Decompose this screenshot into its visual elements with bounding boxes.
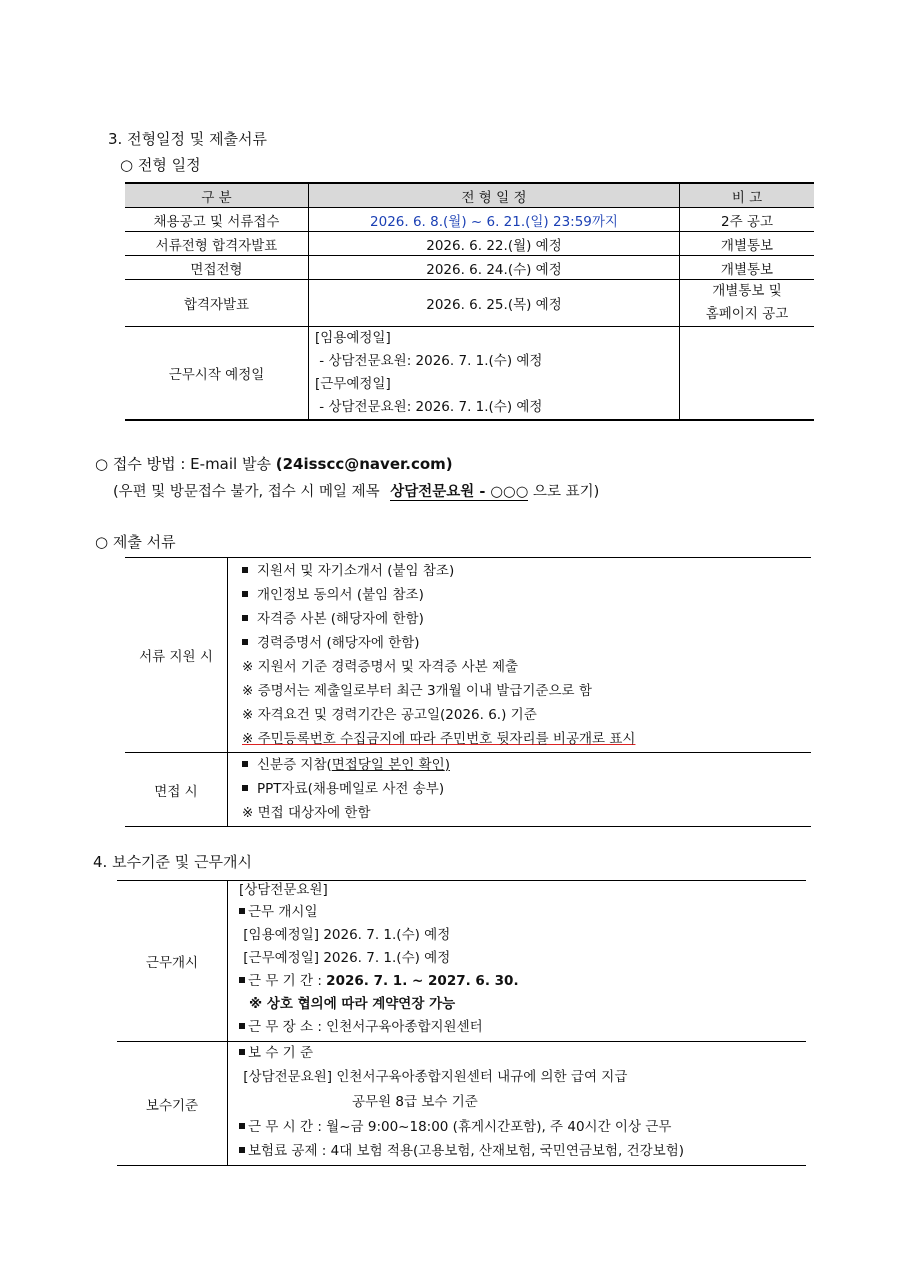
application-content: [228, 558, 812, 753]
role-line: [상담전문요원]: [239, 882, 328, 898]
receipt-note-suffix: 으로 표기): [532, 484, 600, 500]
work-start-row: [117, 881, 806, 1042]
work-date-line: [근무예정일] 2026. 7. 1.(수) 예정: [239, 950, 451, 966]
table-row: [125, 208, 814, 232]
row-note: [680, 327, 815, 421]
note-item: ※ 주민등록번호 수집금지에 따라 주민번호 뒷자리를 비공개로 표시: [242, 731, 636, 747]
square-bullet-icon: [239, 1049, 245, 1055]
row-schedule: 2026. 6. 25.(목) 예정: [309, 280, 680, 327]
header-schedule: 전 형 일 정: [309, 183, 680, 208]
pay-line: [상담전문요원] 인천서구육아종합지원센터 내규에 의한 급여 지급: [239, 1069, 628, 1085]
list-item: PPT자료(채용메일로 사전 송부): [228, 777, 811, 801]
receipt-label: ○ 접수 방법 : E-mail 발송: [95, 455, 271, 473]
row-note-line: 홈페이지 공고: [705, 306, 789, 322]
list-item: 개인정보 동의서 (붙임 참조): [228, 583, 811, 607]
bullet-icon: [242, 567, 248, 573]
application-label: 서류 지원 시: [125, 558, 228, 753]
note-item: ※ 자격요건 및 경력기간은 공고일(2026. 6.) 기준: [242, 707, 537, 723]
row-note: 개별통보: [680, 256, 815, 280]
square-bullet-icon: [239, 1147, 245, 1153]
pay-content: [228, 1042, 807, 1166]
row-category: 면접전형: [125, 256, 309, 280]
row-schedule: [309, 327, 680, 421]
list-item: 경력증명서 (해당자에 한함): [228, 631, 811, 655]
documents-title: ○ 제출 서류: [95, 533, 176, 551]
receipt-note-prefix: (우편 및 방문접수 불가, 접수 시 메일 제목: [113, 484, 380, 500]
documents-table: [125, 557, 811, 827]
pay-row: [117, 1042, 806, 1166]
receipt-method: [95, 453, 453, 474]
pay-line: 공무원 8급 보수 기준: [352, 1094, 478, 1110]
schedule-line: [근무예정일]: [315, 376, 391, 392]
note-item: ※ 증명서는 제출일로부터 최근 3개월 이내 발급기준으로 함: [242, 683, 592, 699]
row-note: 2주 공고: [680, 208, 815, 232]
receipt-note-bold: 상담전문요원 - ○○○: [390, 484, 529, 500]
row-note-line: 개별통보 및: [712, 283, 782, 299]
table-row: [125, 327, 814, 421]
row-category: 근무시작 예정일: [125, 327, 309, 421]
note-item: ※ 면접 대상자에 한함: [242, 805, 371, 821]
header-category: 구 분: [125, 183, 309, 208]
list-item: 지원서 및 자기소개서 (붙임 참조): [228, 559, 811, 583]
square-bullet-icon: [239, 1123, 245, 1129]
row-schedule: 2026. 6. 8.(월) ~ 6. 21.(일) 23:59까지: [309, 208, 680, 232]
period-note-line: ※ 상호 협의에 따라 계약연장 가능: [249, 996, 456, 1012]
table-row: [125, 256, 814, 280]
pay-title-line: 보 수 기 준: [236, 1042, 806, 1065]
row-schedule: 2026. 6. 22.(월) 예정: [309, 232, 680, 256]
documents-application-row: [125, 558, 811, 753]
section-4-heading: 4. 보수기준 및 근무개시: [93, 853, 253, 871]
period-line: 근 무 기 간 : 2026. 7. 1. ~ 2027. 6. 30.: [236, 970, 806, 993]
table-row: [125, 232, 814, 256]
row-note: 개별통보: [680, 232, 815, 256]
interview-label: 면접 시: [125, 753, 228, 827]
schedule-header-row: [125, 183, 814, 208]
documents-interview-row: [125, 753, 811, 827]
schedule-title: ○ 전형 일정: [120, 156, 201, 174]
place-line: 근 무 장 소 : 인천서구육아종합지원센터: [236, 1016, 806, 1039]
work-start-content: [228, 881, 807, 1042]
receipt-email: (24isscc@naver.com): [275, 455, 453, 473]
work-start-label: 근무개시: [117, 881, 228, 1042]
appoint-line: [임용예정일] 2026. 7. 1.(수) 예정: [239, 927, 451, 943]
note-item: ※ 지원서 기준 경력증명서 및 자격증 사본 제출: [242, 659, 519, 675]
hours-line: 근 무 시 간 : 월~금 9:00~18:00 (휴게시간포함), 주 40시간 이상 근무: [236, 1115, 806, 1140]
schedule-line: [임용예정일]: [315, 330, 391, 346]
schedule-table: [125, 182, 814, 421]
pay-label: 보수기준: [117, 1042, 228, 1166]
bullet-icon: [242, 639, 248, 645]
bullet-icon: [242, 615, 248, 621]
receipt-note: [113, 480, 599, 501]
list-item: 자격증 사본 (해당자에 한함): [228, 607, 811, 631]
start-title-line: 근무 개시일: [236, 901, 806, 924]
header-note: 비 고: [680, 183, 815, 208]
bullet-icon: [242, 785, 248, 791]
row-category: 서류전형 합격자발표: [125, 232, 309, 256]
schedule-line: - 상담전문요원: 2026. 7. 1.(수) 예정: [315, 353, 543, 369]
pay-table: [117, 880, 806, 1166]
schedule-line: - 상담전문요원: 2026. 7. 1.(수) 예정: [315, 399, 543, 415]
row-category: 합격자발표: [125, 280, 309, 327]
bullet-icon: [242, 761, 248, 767]
interview-content: [228, 753, 812, 827]
row-schedule: 2026. 6. 24.(수) 예정: [309, 256, 680, 280]
row-note: [680, 280, 815, 327]
row-category: 채용공고 및 서류접수: [125, 208, 309, 232]
bullet-icon: [242, 591, 248, 597]
square-bullet-icon: [239, 1023, 245, 1029]
insurance-line: 보험료 공제 : 4대 보험 적용(고용보험, 산재보험, 국민연금보험, 건강보험): [236, 1140, 806, 1163]
section-3-heading: 3. 전형일정 및 제출서류: [108, 130, 268, 148]
list-item: 신분증 지참(면접당일 본인 확인): [228, 753, 811, 777]
table-row: [125, 280, 814, 327]
square-bullet-icon: [239, 908, 245, 914]
square-bullet-icon: [239, 977, 245, 983]
